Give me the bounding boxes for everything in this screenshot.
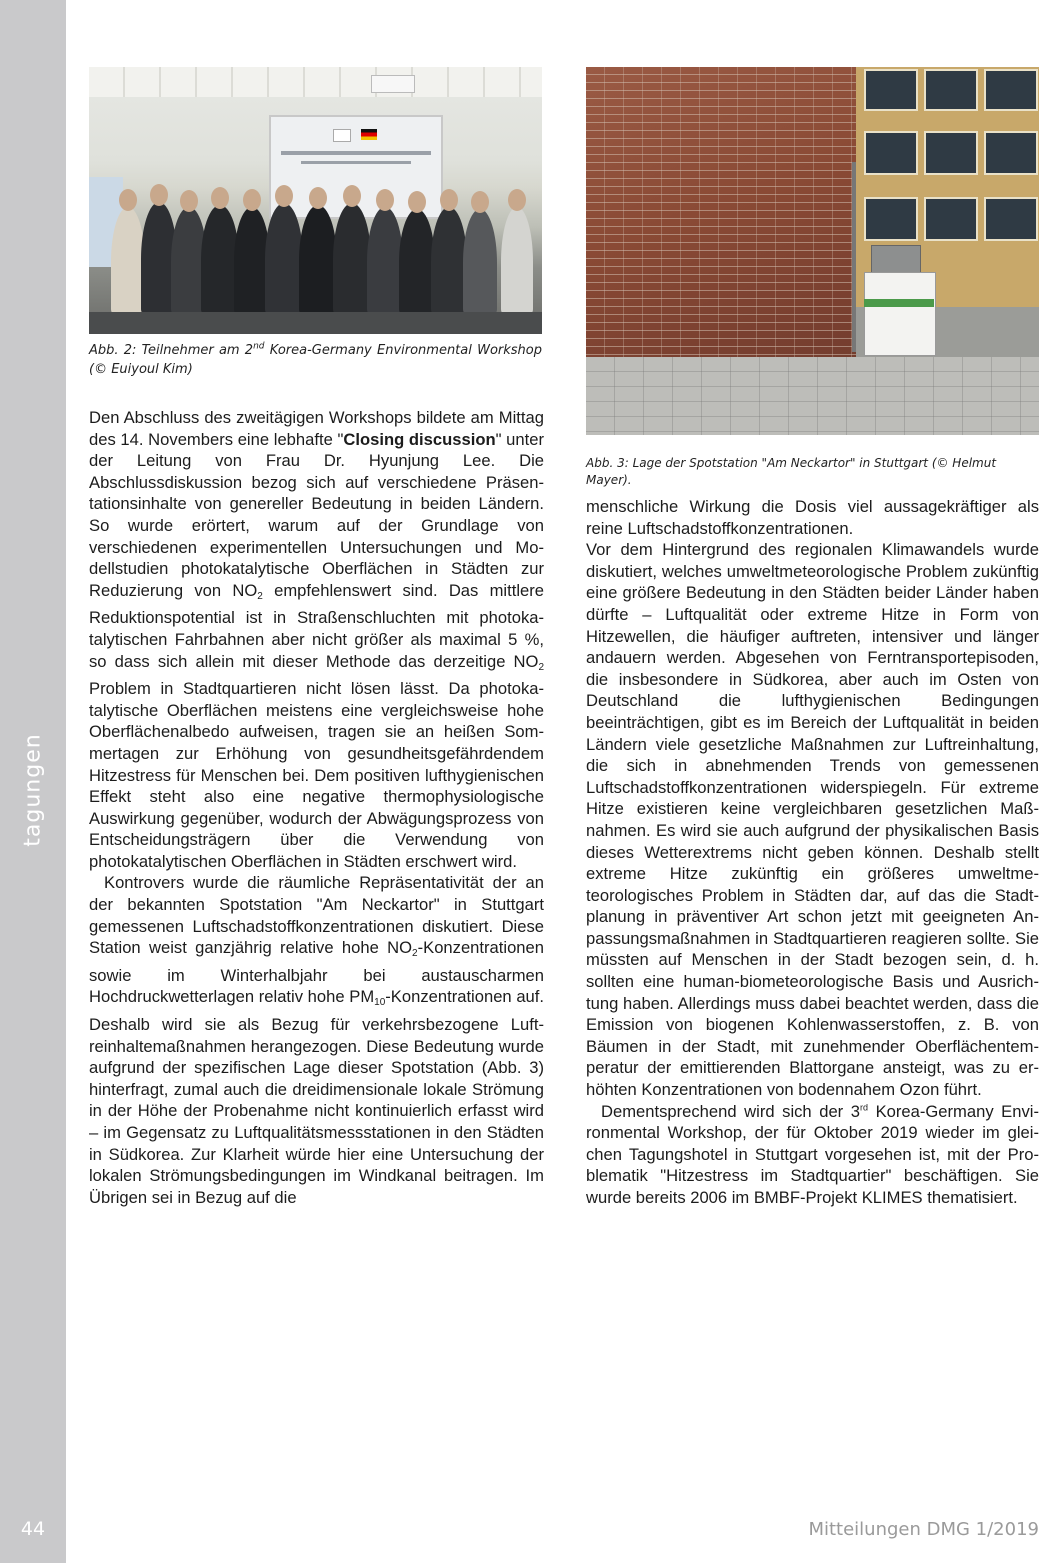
station-stripe — [864, 299, 934, 307]
participant — [431, 207, 467, 317]
figure3-caption: Abb. 3: Lage der Spotstation "Am Neckartor" in Stuttgart (© Helmut Mayer). — [586, 456, 997, 487]
participant-head — [408, 191, 426, 213]
participant — [333, 203, 371, 317]
group-photo — [89, 67, 542, 334]
paragraph: Den Abschluss des zweitägigen Workshops bildete am Mittag des 14. Novembers eine lebhafte "Closing discussion" unter der Leitung von Frau Dr. Hyunjung Lee. Die Abschlussdiskussion bezog sich auf verschiedene Präsentationsinhalte von genereller Bedeutung in beiden Ländern. So wurde erörtert, warum auf der Grundlage von verschiedenen experimentellen Untersuchungen und Modellstudien photokatalytische Oberflächen in Städten zur Reduzierung von $NO_2$ empfehlenswert sind. Das mittlere Reduktionspotential ist in Straßenschluchten mit photokatalytischen Fahrbahnen aber nicht größer als maximal 5 %, so dass sich allein mit dieser Methode das derzeitige $NO_2$ Problem in Stadtquartieren nicht lösen lässt. Da photokatalytische Oberflächen meistens eine vergleichsweise hohe Oberflächenalbedo aufweisen, tragen sie an heißen Sommertagen zur Erhöhung von gesundheitsgefährdendem Hitzestress für Menschen bei. Dem positiven lufthygienischen Effekt steht also eine negative thermophysiologische Auswirkung gegenüber, wodurch der Abwägungsprozess von Entscheidungsträgern über die Verwendung von photokatalytischen Oberflächen in Städten erschwert wird. — [89, 408, 544, 871]
participant — [299, 205, 337, 317]
journal-footer: Mitteilungen DMG 1/2019 — [808, 1519, 1039, 1540]
figure2-caption: Abb. 2: Teilnehmer am 2nd Korea-Germany Environmental Workshop (© Euiyoul Kim) — [89, 341, 542, 377]
participant-head — [471, 191, 489, 213]
participant-head — [275, 185, 293, 207]
participant-head — [180, 190, 198, 212]
participant-head — [211, 187, 229, 209]
conference-table — [89, 312, 542, 334]
participant-head — [440, 189, 458, 211]
participant-head — [243, 189, 261, 211]
participant-head — [376, 189, 394, 211]
text-column-left — [89, 407, 544, 1208]
text-column-right — [586, 496, 1039, 1209]
participant — [501, 207, 533, 317]
korea-flag — [333, 129, 351, 142]
participant — [463, 209, 497, 317]
paragraph: Vor dem Hintergrund des regionalen Klimawandels wurde diskutiert, welches umweltmeteorologische Problem zukünftig eine größere Bedeutung in den Städten beider Länder haben dürfte – Luftqualität oder extreme Hitze in Form von Hitzewellen, die häufiger auftreten, intensiver und länger andauern werden. Abgesehen von Ferntransportepisoden, die insbesondere in Südkorea, aber auch im Osten von Deutschland die lufthygienischen Bedingungen beeinträchtigen, gibt es im Bereich der Luftqualität in beiden Ländern viele gesetzliche Maßnahmen zur Luftreinhaltung, die sich in abnehmenden Trends von gemessenen Luftschadstoffkonzentrationen widerspiegeln. Für extreme Hitze existieren keine vergleichbaren gesetzlichen Maßnahmen. Es wird sie auch aufgrund der physikalischen Basis dieses Wetterextrems nicht geben können. Deshalb stellt extreme Hitze zukünftig ein größeres umweltmeteorologisches Problem in Städten dar, auf das die Stadtplanung in präventiver Art schon jetzt mit geeigneten Anpassungsmaßnahmen in Stadtquartieren reagieren sollte. Sie müssten auf Menschen in der Stadt bezogen sein, d. h. sollten eine human-biometeorologische Basis und Ausrichtung haben. Allerdings muss dabei beachtet werden, dass die Emission von biogenen Kohlenwasserstoffen, z. B. von Bäumen in der Stadt, mit zunehmender Oberflächentemperatur der emittierenden Blattorgane ansteigt, was zu erhöhten Konzentrationen von bodennahem Ozon führt. — [586, 540, 1039, 1100]
page-number: 44 — [20, 1518, 46, 1540]
participant — [399, 209, 435, 317]
projector — [371, 75, 415, 93]
ceiling — [89, 67, 542, 97]
station-instruments — [871, 245, 921, 275]
sidebar — [0, 0, 66, 1563]
participant-head — [119, 189, 137, 211]
spotstation-photo — [586, 67, 1039, 435]
participant-head — [309, 187, 327, 209]
germany-flag — [361, 129, 377, 140]
participant-head — [508, 189, 526, 211]
section-label: tagungen — [20, 733, 46, 847]
paragraph: menschliche Wirkung die Dosis viel aussagekräftiger als reine Luftschadstoffkonzentrationen. — [586, 497, 1039, 538]
paragraph: Dementsprechend wird sich der 3rd Korea-Germany Environmental Workshop, der für Oktober 2019 wieder im gleichen Tagungshotel in Stuttgart vorgesehen ist, mit der Problematik "Hitzestress im Stadtquartier" beschäftigen. Sie wurde bereits 2006 im BMBF-Projekt KLIMES thematisiert. — [586, 1101, 1039, 1207]
participant — [265, 203, 303, 317]
participant — [111, 207, 145, 317]
sidewalk — [586, 357, 1039, 435]
participant — [367, 207, 403, 317]
mast — [852, 162, 856, 352]
screen-text-line — [281, 151, 431, 155]
participant-head — [150, 184, 168, 206]
screen-text-line — [301, 161, 411, 164]
paragraph: Kontrovers wurde die räumliche Repräsentativität der an der bekannten Spotstation "Am Neckartor" in Stuttgart gemessenen Luftschadstoffkonzentrationen diskutiert. Diese Station weist ganzjährig relative hohe $NO_2$-Konzentrationen sowie im Winterhalbjahr bei austauscharmen Hochdruckwetterlagen relativ hohe $PM_{10}$-Konzentrationen auf. Deshalb wird sie als Bezug für verkehrsbezogene Luftreinhaltemaßnahmen herangezogen. Diese Bedeutung wurde aufgrund der spezifischen Lage dieser Spotstation (Abb. 3) hinterfragt, zumal auch die dreidimensionale lokale Strömung in der Höhe der Probenahme nicht kontinuierlich erfasst wird – im Gegensatz zu Luftqualitätsmessstationen in den Städten in Südkorea. Zur Klarheit würde hier eine Untersuchung der lokalen Strömungsbedingungen im Windkanal beitragen. Im Übrigen sei in Bezug auf die — [89, 873, 544, 1207]
measuring-station — [864, 272, 936, 356]
participant-head — [343, 185, 361, 207]
